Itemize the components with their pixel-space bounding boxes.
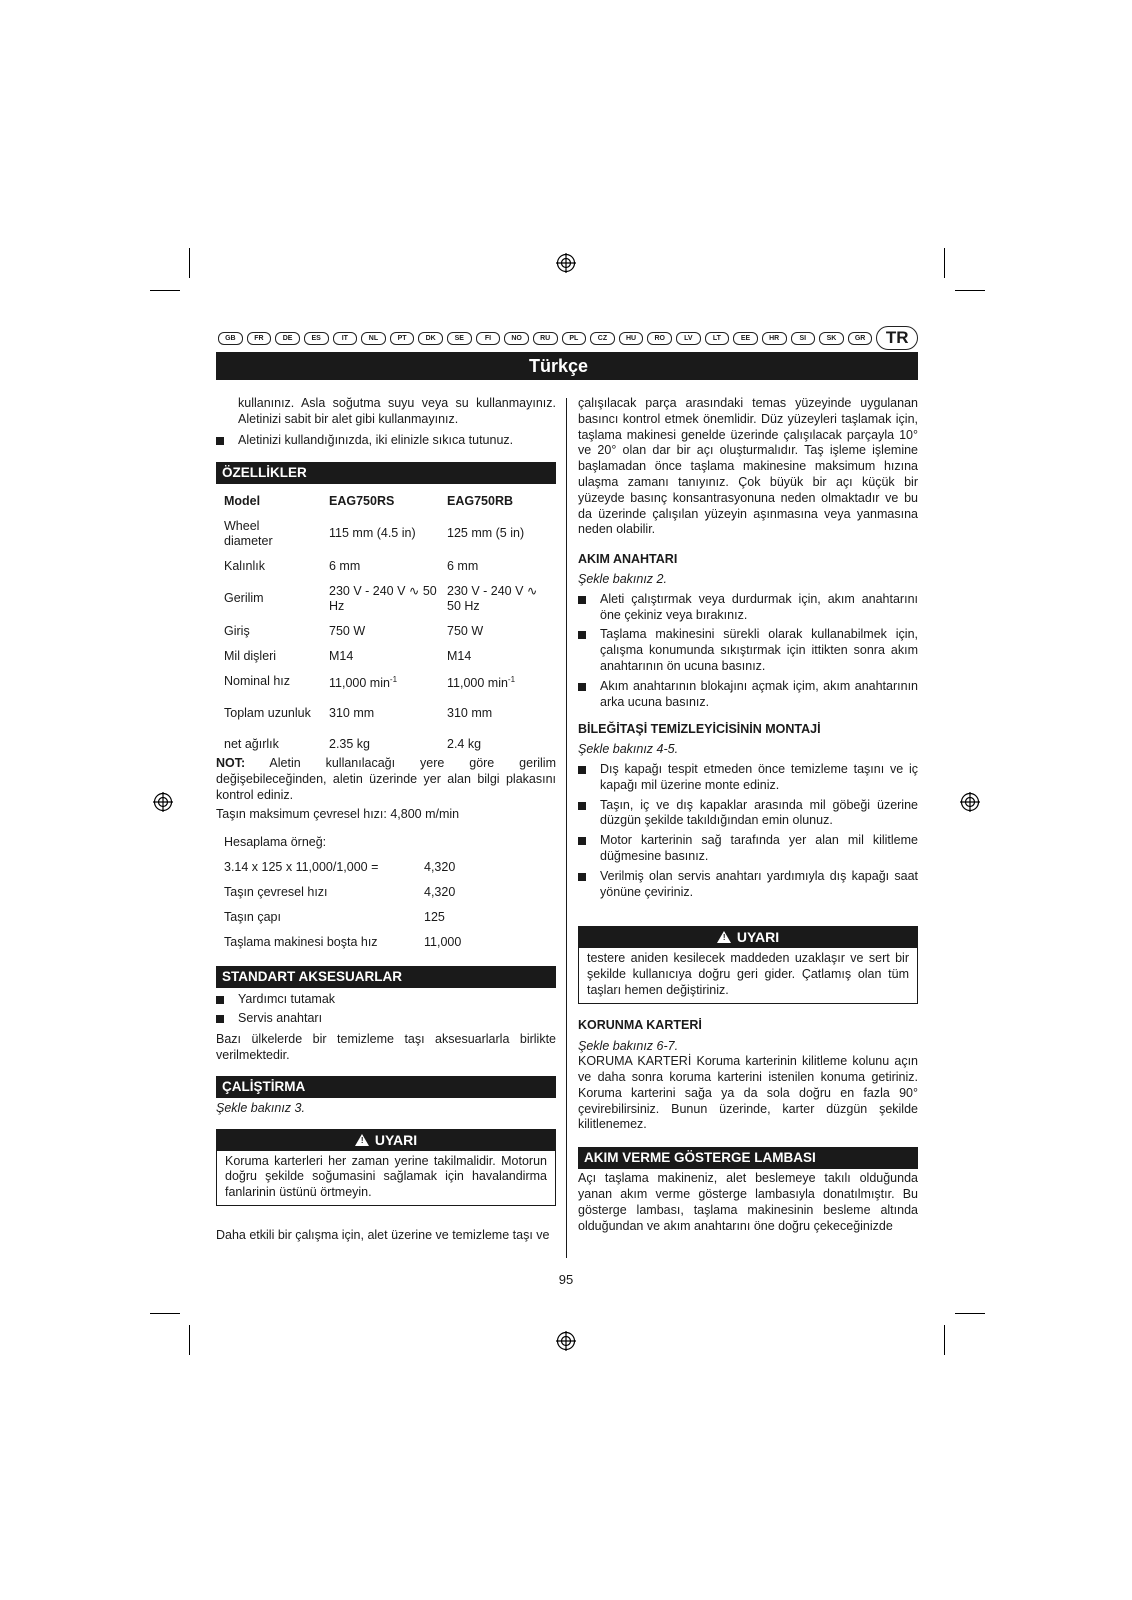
section-heading: STANDART AKSESUARLAR	[216, 966, 556, 988]
table-cell: M14	[447, 648, 472, 663]
table-cell: 3.14 x 125 x 11,000/1,000 =	[224, 860, 379, 875]
section-heading: ÇALİŞTİRMA	[216, 1076, 556, 1098]
bullet-icon	[578, 837, 586, 845]
table-cell: 310 mm	[447, 706, 493, 721]
table-cell: Giriş	[224, 623, 250, 638]
current-language-badge: TR	[876, 326, 918, 350]
crop-mark	[955, 1313, 985, 1314]
table-row	[224, 734, 554, 756]
table-cell: 750 W	[329, 623, 366, 638]
crop-mark	[955, 290, 985, 291]
subheading: BİLEĞİTAŞİ TEMİZLEYİCİSİNİN MONTAJİ	[578, 722, 821, 737]
crop-mark	[150, 290, 180, 291]
page-title: Türkçe	[216, 352, 918, 380]
list-item: Verilmiş olan servis anahtarı yardımıyla dış kapağı saat yönüne çeviriniz.	[578, 869, 918, 901]
bullet-icon	[578, 596, 586, 604]
table-row	[224, 669, 554, 694]
table-cell: Mil dişleri	[224, 648, 277, 663]
table-cell: Toplam uzunluk	[224, 706, 311, 721]
table-row	[224, 906, 544, 931]
bullet-icon	[216, 996, 224, 1004]
column-divider	[566, 398, 567, 1258]
table-cell: 6 mm	[329, 558, 361, 573]
language-badge: DK	[418, 332, 443, 345]
table-cell: 230 V - 240 V ∿ 50 Hz	[329, 583, 437, 614]
paragraph: çalışılacak parça arasındaki temas yüzeyinde uygulanan basıncı kontrol etmek önemlidir. Düz yüzeyleri taşlamak için, taşlama makinesi genelde üzerinde çalışılacak parçayla 10° ve 20° olan dar bir açı oluşturmalıdır. Taş işleme işlemine başlamadan önce taşlama makinesine maksimum hızına ulaşma zamanı tanıyınız. Çok büyük bir açı küçük bir yüzeyde basınç konsantrasyonuna neden olmaktadır ve bu da üzerinde çalışılan yüzeyin aşınmasına veya yanmasına neden olabilir.	[578, 396, 918, 537]
bullet-icon	[578, 766, 586, 774]
warning-text: Koruma karterleri her zaman yerine takilmalidir. Motorun doğru şekilde soğumasini sağlamak için havalandirma fanlarinin üstünü örtmeyin.	[216, 1151, 556, 1206]
bullet-icon	[578, 683, 586, 691]
bullet-icon	[578, 873, 586, 881]
list-item: Aletinizi kullandığınızda, iki elinizle sıkıca tutunuz.	[216, 433, 556, 449]
registration-mark-icon	[556, 1331, 576, 1351]
bullet-icon	[216, 1015, 224, 1023]
table-cell: Taşın çapı	[224, 910, 281, 925]
language-badge: RO	[647, 332, 672, 345]
language-badge: PT	[390, 332, 415, 345]
warning-header: ! UYARI	[578, 926, 918, 948]
table-row	[224, 881, 544, 906]
registration-mark-icon	[960, 792, 980, 812]
list-item: Taşın, iç ve dış kapaklar arasında mil göbeği üzerine düzgün şekilde takıldığından emin olunuz.	[578, 798, 918, 830]
table-header: EAG750RS	[329, 494, 395, 509]
language-badge: SK	[819, 332, 844, 345]
figure-reference: Şekle bakınız 2.	[578, 571, 667, 586]
note: NOT: Aletin kullanılacağı yere göre gerilim değişebileceğinden, aletin üzerinde yer alan bilgi plakasını kontrol ediniz.	[216, 756, 556, 802]
language-badge: NL	[361, 332, 386, 345]
bullet-icon	[216, 437, 224, 445]
warning-icon: !	[717, 931, 731, 943]
list-item: Aleti çalıştırmak veya durdurmak için, akım anahtarını öne çekiniz veya bırakınız.	[578, 592, 918, 624]
bullet-icon	[578, 802, 586, 810]
list-item: Taşlama makinesini sürekli olarak kullanabilmek için, çalışma konumunda sıkıştırmak için ittikten sonra akım anahtarının ön ucuna basınız.	[578, 627, 918, 674]
paragraph: KORUMA KARTERİ Koruma karterinin kilitleme kolunu açın ve daha sonra koruma karterini istenilen konuma getiriniz. Koruma karterini sağa ya da sola doğru en fazla 90° çevirebilirsiniz. Bunun üzerinde, karter düzgün şekilde kilitlenemez.	[578, 1054, 918, 1132]
language-badge: HU	[619, 332, 644, 345]
table-header: Model	[224, 494, 261, 509]
page-number: 95	[558, 1272, 574, 1287]
paragraph: kullanınız. Asla soğutma suyu veya su kullanmayınız. Aletinizi sabit bir alet gibi kullanmayınız.	[238, 396, 556, 426]
language-badge: CZ	[590, 332, 615, 345]
table-row	[224, 831, 544, 856]
warning-icon: !	[355, 1134, 369, 1146]
paragraph: Bazı ülkelerde bir temizleme taşı aksesuarlarla birlikte verilmektedir.	[216, 1032, 556, 1062]
table-cell: Taşlama makinesi boşta hız	[224, 935, 378, 950]
table-cell: Gerilim	[224, 591, 264, 606]
language-badge: GR	[848, 332, 873, 345]
crop-mark	[150, 1313, 180, 1314]
figure-reference: Şekle bakınız 3.	[216, 1100, 305, 1115]
list-item: Yardımcı tutamak	[216, 992, 556, 1008]
table-cell: 230 V - 240 V ∿ 50 Hz	[447, 583, 538, 614]
right-column	[578, 396, 918, 1234]
crop-mark	[944, 248, 945, 278]
warning-header: ! UYARI	[216, 1129, 556, 1151]
table-cell: 115 mm (4.5 in)	[329, 526, 416, 541]
table-row	[224, 694, 554, 734]
language-badge: LV	[676, 332, 701, 345]
paragraph: Taşın maksimum çevresel hızı: 4,800 m/min	[216, 806, 460, 821]
table-cell: 11,000 $\min^{-1}$	[447, 674, 516, 691]
bullet-icon	[578, 631, 586, 639]
table-cell: M14	[329, 648, 354, 663]
list-item: Dış kapağı tespit etmeden önce temizleme taşını ve iç kapağı mil üzerine monte ediniz.	[578, 762, 918, 794]
table-cell: Wheel diameter	[224, 518, 273, 549]
language-badge: SE	[447, 332, 472, 345]
table-cell: 11,000	[424, 935, 462, 950]
language-badge: SI	[791, 332, 816, 345]
table-cell: Nominal hız	[224, 673, 290, 688]
table-row	[224, 554, 554, 579]
language-badge: PL	[562, 332, 587, 345]
language-badge: NO	[504, 332, 529, 345]
table-cell: 750 W	[447, 623, 484, 638]
registration-mark-icon	[556, 253, 576, 273]
table-cell: Kalınlık	[224, 558, 265, 573]
language-badge: DE	[275, 332, 300, 345]
table-cell: 2.35 kg	[329, 737, 371, 752]
section-heading: AKIM VERME GÖSTERGE LAMBASI	[578, 1147, 918, 1169]
table-row	[224, 931, 544, 956]
table-row	[224, 644, 554, 669]
list-item: Akım anahtarının blokajını açmak içim, akım anahtarının arka ucuna basınız.	[578, 679, 918, 711]
table-cell	[424, 831, 544, 856]
table-cell: 125	[424, 910, 445, 925]
warning-box	[578, 926, 918, 1003]
table-cell: 4,320	[424, 885, 456, 900]
list-item: Motor karterinin sağ tarafında yer alan mil kilitleme düğmesine basınız.	[578, 833, 918, 865]
figure-reference: Şekle bakınız 6-7.	[578, 1038, 679, 1053]
language-selector	[218, 325, 918, 351]
language-badge: IT	[333, 332, 358, 345]
figure-reference: Şekle bakınız 4-5.	[578, 742, 679, 757]
table-row	[224, 619, 554, 644]
subheading: AKIM ANAHTARI	[578, 552, 678, 567]
table-cell: Taşın çevresel hızı	[224, 885, 328, 900]
table-header-row	[224, 490, 554, 514]
specs-table	[224, 490, 554, 756]
table-cell: 11,000 $\min^{-1}$	[329, 674, 398, 691]
table-header: EAG750RB	[447, 494, 513, 509]
list-item: Servis anahtarı	[216, 1011, 556, 1027]
language-badge: GB	[218, 332, 243, 345]
section-heading: ÖZELLİKLER	[216, 462, 556, 484]
crop-mark	[944, 1325, 945, 1355]
paragraph: Açı taşlama makineniz, alet beslemeye takılı olduğunda yanan akım verme gösterge lambasıyla donatılmıştır. Bu gösterge lambası, taşlama makinesinin besleme altında olduğundan ve akım anahtarını öne doğru çekeceğinizde	[578, 1171, 918, 1233]
registration-mark-icon	[153, 792, 173, 812]
calc-table	[224, 831, 544, 956]
left-column	[216, 396, 556, 1244]
language-badge: FR	[247, 332, 272, 345]
table-cell: 4,320	[424, 860, 456, 875]
subheading: KORUNMA KARTERİ	[578, 1017, 702, 1032]
language-badge: FI	[476, 332, 501, 345]
table-cell: 125 mm (5 in)	[447, 526, 525, 541]
paragraph: Daha etkili bir çalışma için, alet üzerine ve temizleme taşı ve	[216, 1227, 550, 1242]
language-badge: ES	[304, 332, 329, 345]
language-badge: RU	[533, 332, 558, 345]
warning-text: testere aniden kesilecek maddeden uzaklaşır ve sert bir şekilde kullanıcıya doğru geri gider. Çatlamış olan tüm taşları hemen değiştiriniz.	[578, 948, 918, 1003]
language-badge: EE	[733, 332, 758, 345]
table-cell: Hesaplama örneğ:	[224, 835, 327, 850]
table-row	[224, 856, 544, 881]
table-row	[224, 514, 554, 554]
table-row	[224, 579, 554, 619]
table-cell: net ağırlık	[224, 737, 279, 752]
language-badge: HR	[762, 332, 787, 345]
crop-mark	[189, 248, 190, 278]
table-cell: 310 mm	[329, 706, 375, 721]
crop-mark	[189, 1325, 190, 1355]
warning-box	[216, 1129, 556, 1206]
language-badge: LT	[705, 332, 730, 345]
table-cell: 6 mm	[447, 558, 479, 573]
table-cell: 2.4 kg	[447, 737, 482, 752]
